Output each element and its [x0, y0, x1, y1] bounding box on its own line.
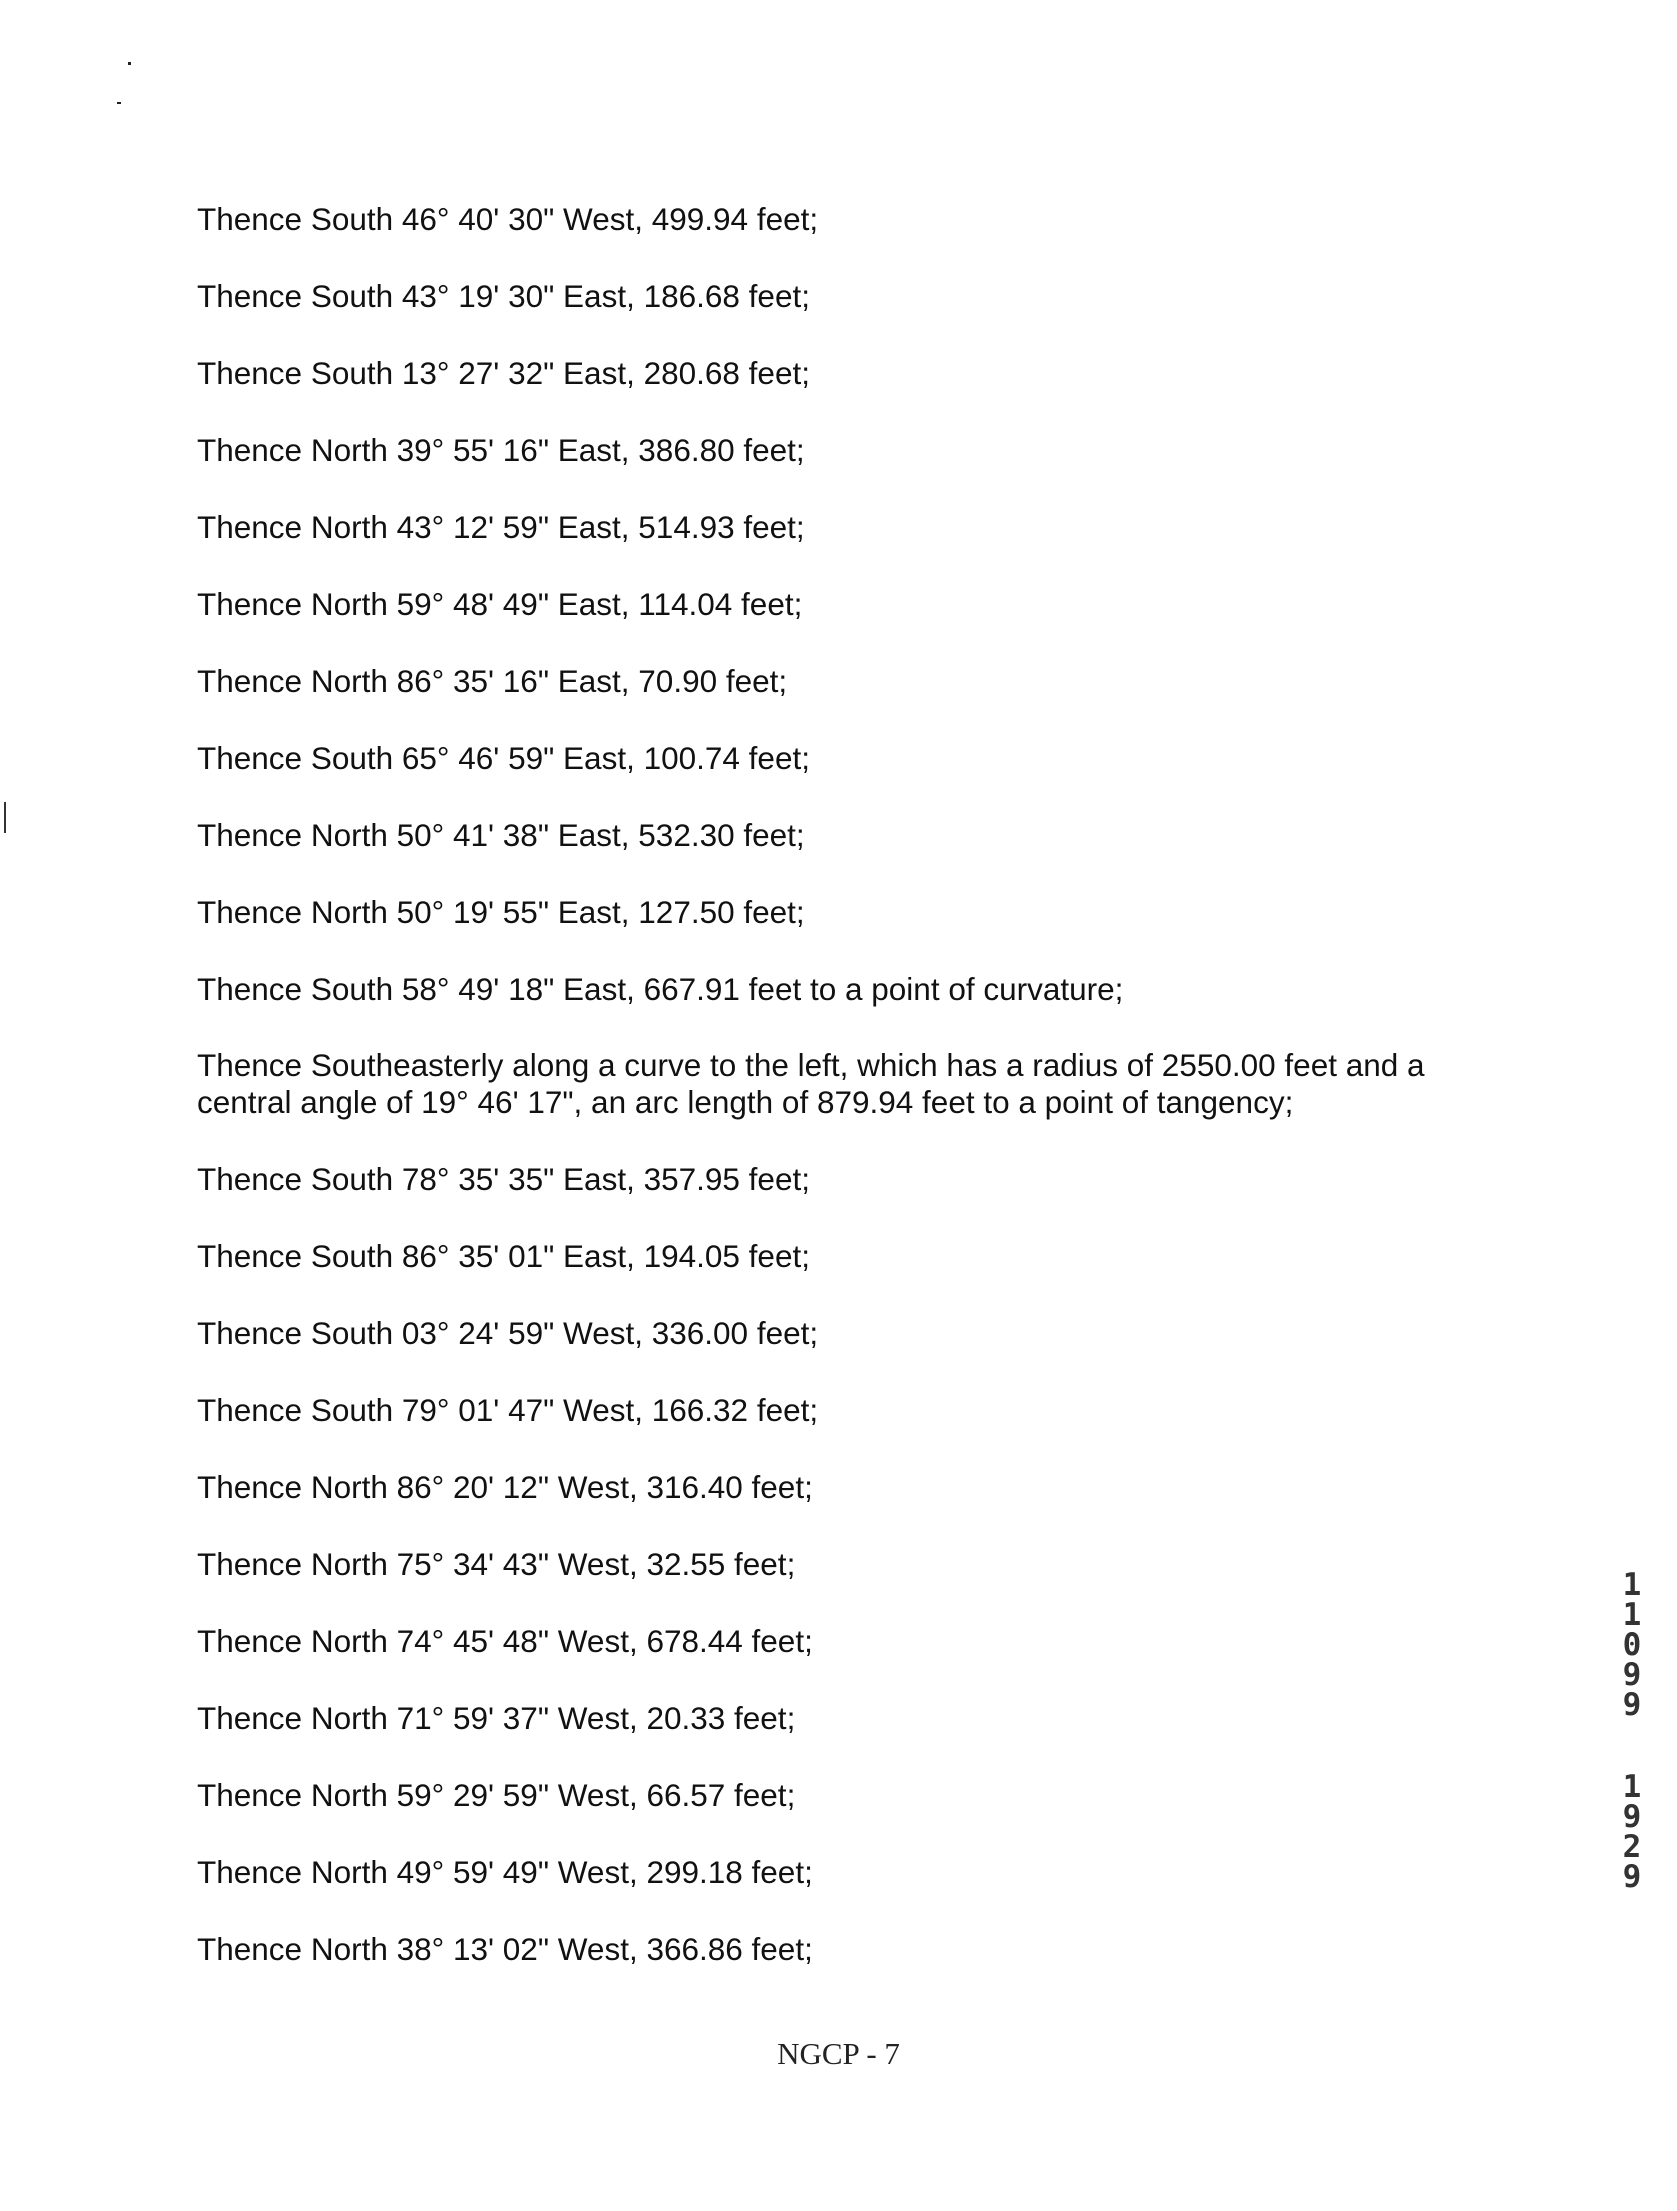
- margin-mark: [4, 802, 6, 833]
- call-10: Thence North 50° 19' 55" East, 127.50 feet;: [197, 894, 805, 930]
- call-16: Thence South 79° 01' 47" West, 166.32 feet;: [197, 1392, 819, 1428]
- stamp-digit: 1: [1622, 1769, 1642, 1805]
- stamp-digit: 1: [1622, 1567, 1642, 1603]
- call-4: Thence North 39° 55' 16" East, 386.80 feet;: [197, 432, 805, 468]
- call-5: Thence North 43° 12' 59" East, 514.93 feet;: [197, 509, 805, 545]
- call-1: Thence South 46° 40' 30" West, 499.94 feet;: [197, 201, 819, 237]
- call-20: Thence North 71° 59' 37" West, 20.33 feet;: [197, 1700, 796, 1736]
- call-19: Thence North 74° 45' 48" West, 678.44 feet;: [197, 1623, 813, 1659]
- call-13: Thence South 78° 35' 35" East, 357.95 feet;: [197, 1161, 810, 1197]
- scan-speck: [128, 62, 131, 65]
- stamp-digit: 0: [1622, 1627, 1642, 1663]
- legal-description-calls: [197, 200, 1527, 2007]
- recording-stamp-top: [1612, 1567, 1652, 1723]
- call-7: Thence North 86° 35' 16" East, 70.90 feet;: [197, 663, 788, 699]
- call-15: Thence South 03° 24' 59" West, 336.00 feet;: [197, 1315, 819, 1351]
- call-18: Thence North 75° 34' 43" West, 32.55 feet;: [197, 1546, 796, 1582]
- call-3: Thence South 13° 27' 32" East, 280.68 feet;: [197, 355, 810, 391]
- call-23: Thence North 38° 13' 02" West, 366.86 feet;: [197, 1931, 813, 1967]
- scan-speck: [117, 102, 121, 104]
- call-14: Thence South 86° 35' 01" East, 194.05 feet;: [197, 1238, 810, 1274]
- page-footer: NGCP - 7: [777, 2036, 900, 2071]
- recording-stamp-bottom: [1612, 1769, 1652, 1895]
- call-17: Thence North 86° 20' 12" West, 316.40 feet;: [197, 1469, 813, 1505]
- call-11: Thence South 58° 49' 18" East, 667.91 feet to a point of curvature;: [197, 971, 1124, 1007]
- stamp-digit: 9: [1622, 1859, 1642, 1895]
- stamp-digit: 9: [1622, 1657, 1642, 1693]
- stamp-digit: 2: [1622, 1829, 1642, 1865]
- stamp-digit: 1: [1622, 1597, 1642, 1633]
- call-9: Thence North 50° 41' 38" East, 532.30 feet;: [197, 817, 805, 853]
- stamp-digit: 9: [1622, 1799, 1642, 1835]
- call-8: Thence South 65° 46' 59" East, 100.74 feet;: [197, 740, 810, 776]
- call-21: Thence North 59° 29' 59" West, 66.57 feet;: [197, 1777, 796, 1813]
- call-12-curve: Thence Southeasterly along a curve to the left, which has a radius of 2550.00 feet and a central angle of 19° 46' 17", an arc length of 879.94 feet to a point of tangency;: [197, 1047, 1425, 1120]
- call-6: Thence North 59° 48' 49" East, 114.04 feet;: [197, 586, 803, 622]
- call-22: Thence North 49° 59' 49" West, 299.18 feet;: [197, 1854, 813, 1890]
- call-2: Thence South 43° 19' 30" East, 186.68 feet;: [197, 278, 810, 314]
- stamp-digit: 9: [1622, 1687, 1642, 1723]
